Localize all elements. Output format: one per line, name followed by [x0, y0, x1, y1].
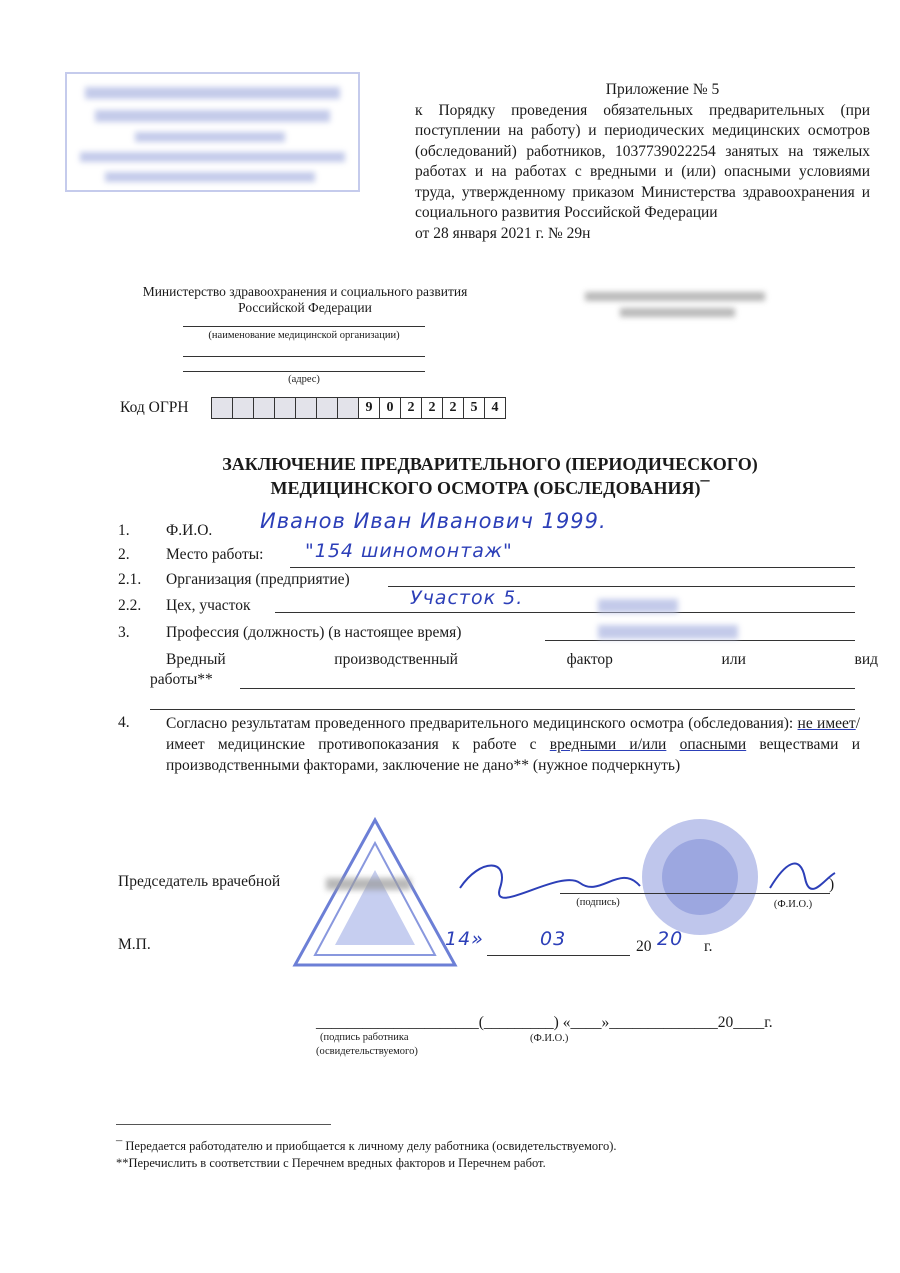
harm-word: Вредный — [166, 651, 226, 668]
harm-word: фактор — [566, 651, 613, 668]
work-label: Место работы: — [166, 546, 264, 563]
sign-caption: (подпись) — [576, 897, 620, 908]
org-name-caption: (наименование медицинской организации) — [208, 330, 400, 341]
appendix-date: от 28 января 2021 г. № 29н — [415, 224, 591, 242]
profession-label: Профессия (должность) (в настоящее время) — [166, 624, 462, 641]
item-number: 4. — [118, 714, 130, 731]
harm-line-1 — [240, 688, 855, 689]
harmful-factor-row — [166, 650, 878, 672]
redacted-text — [620, 308, 735, 317]
org-name-line — [183, 326, 425, 327]
date-year: 20 — [657, 928, 684, 950]
fio-label: Ф.И.О. — [166, 522, 213, 539]
date-day: 14» — [445, 928, 484, 950]
item-number: 3. — [118, 624, 130, 641]
date-month-line — [487, 955, 630, 956]
mp-label: М.П. — [118, 936, 151, 953]
ogrn-label: Код ОГРН — [120, 399, 189, 416]
ogrn-digit: 0 — [379, 397, 401, 419]
worker-caption-2: (освидетельствуемого) — [316, 1046, 418, 1057]
ogrn-digit: 2 — [400, 397, 422, 419]
redacted-text — [585, 292, 765, 301]
document-title — [110, 452, 870, 500]
signature-line — [560, 893, 830, 894]
redacted-text — [598, 599, 678, 613]
redacted-text — [598, 625, 738, 639]
appendix-header — [415, 80, 870, 244]
footnotes — [116, 1138, 617, 1172]
footnote-1: ¯ Передается работодателю и приобщается к личному делу работника (освидетельствуемого). — [116, 1139, 617, 1153]
title-line-2: МЕДИЦИНСКОГО ОСМОТРА (ОБСЛЕДОВАНИЯ)¯ — [270, 478, 710, 498]
redacted-text — [326, 878, 411, 890]
ogrn-digit: 2 — [442, 397, 464, 419]
footnote-divider — [116, 1124, 331, 1125]
conclusion-text: Согласно результатам проведенного предварительного медицинского осмотра (обследования): не имеет/имеет медицинские противопоказания к работе с вредными и/или опасными веществами и производственными факторами, заключение не дано** (нужное подчеркнуть) — [166, 715, 861, 774]
shop-handwritten: Участок 5. — [410, 587, 524, 609]
appendix-text: к Порядку проведения обязательных предварительных (при поступлении на работу) и периодических медицинских осмотров (обследований) работников, 1037739022254 занятых на тяжелых работах и на работах с вредными и (или) опасными условиями труда, утвержденному приказом Министерства здравоохранения и социального развития Российской Федерации — [415, 101, 870, 221]
fio-handwritten: Иванов Иван Иванович 1999. — [260, 509, 607, 533]
ogrn-digit — [316, 397, 338, 419]
fio-caption: (Ф.И.О.) — [773, 899, 813, 910]
harmful-underlined: вредными и/или — [549, 736, 667, 753]
work-row — [0, 540, 900, 569]
ogrn-digit — [211, 397, 233, 419]
harm-word: или — [721, 651, 746, 668]
shop-label: Цех, участок — [166, 597, 251, 614]
address-line-2 — [183, 371, 425, 372]
dangerous-underlined: опасными — [679, 736, 747, 753]
worker-caption-3: (Ф.И.О.) — [530, 1033, 569, 1044]
footnote-2: **Перечислить в соответствии с Перечнем вредных факторов и Перечнем работ. — [116, 1156, 546, 1170]
ogrn-digit — [274, 397, 296, 419]
item-number: 1. — [118, 522, 130, 539]
address-line-1 — [183, 356, 425, 357]
ogrn-digit — [295, 397, 317, 419]
worker-signature-line: _____________________(_________) «____»______________20____г. — [316, 1014, 773, 1031]
harm-work-label: работы** — [150, 671, 213, 688]
date-month: 03 — [540, 928, 567, 950]
ogrn-digit — [232, 397, 254, 419]
ogrn-digit: 9 — [358, 397, 380, 419]
shop-row — [0, 587, 900, 620]
redacted-stamp — [65, 72, 360, 192]
profession-row — [0, 623, 900, 647]
ogrn-cells — [212, 397, 506, 419]
ogrn-digit — [253, 397, 275, 419]
item-number: 2.2. — [118, 597, 142, 614]
ogrn-digit — [337, 397, 359, 419]
work-handwritten: "154 шиномонтаж" — [305, 540, 513, 562]
address-caption: (адрес) — [288, 374, 320, 385]
ministry-name: Министерство здравоохранения и социального развития Российской Федерации — [142, 284, 468, 315]
paren-close: ) — [829, 876, 835, 893]
not-has-underlined: не имеет — [797, 715, 856, 732]
date-year-prefix: 20 — [636, 938, 652, 955]
harm-line-2 — [150, 709, 855, 710]
ogrn-digit: 4 — [484, 397, 506, 419]
title-line-1: ЗАКЛЮЧЕНИЕ ПРЕДВАРИТЕЛЬНОГО (ПЕРИОДИЧЕСКОГО) — [222, 454, 758, 474]
worker-caption-1: (подпись работника — [320, 1032, 409, 1043]
harm-word: вид — [854, 651, 878, 668]
item-number: 2. — [118, 546, 130, 563]
ogrn-digit: 2 — [421, 397, 443, 419]
item-number: 2.1. — [118, 571, 142, 588]
date-suffix: г. — [704, 938, 713, 955]
ogrn-digit: 5 — [463, 397, 485, 419]
chairman-label: Председатель врачебной — [118, 873, 281, 890]
appendix-title: Приложение № 5 — [605, 81, 720, 98]
harm-word: производственный — [334, 651, 458, 668]
org-label: Организация (предприятие) — [166, 571, 350, 588]
triangle-stamp-icon — [290, 815, 460, 970]
